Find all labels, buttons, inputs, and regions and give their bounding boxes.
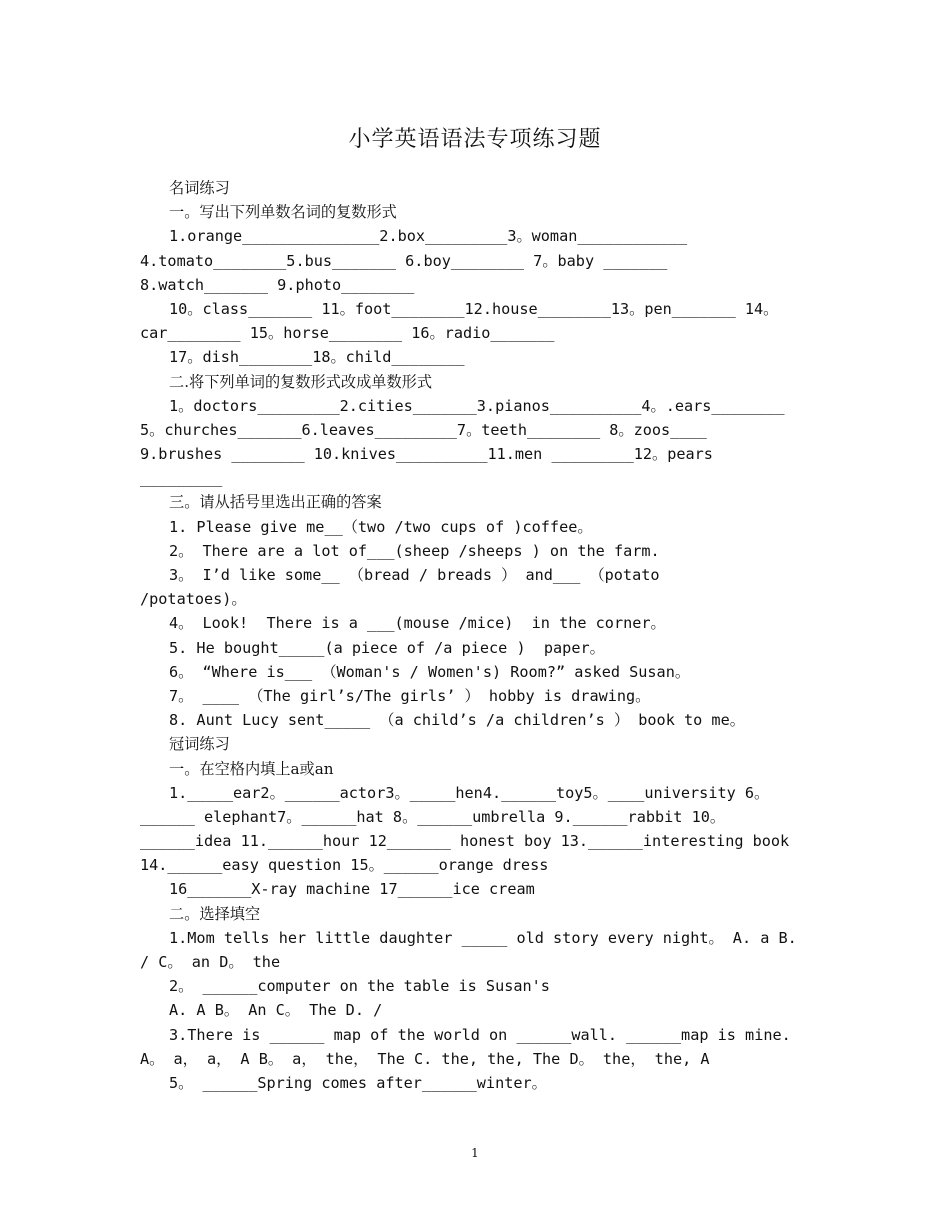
- section-heading: 名词练习: [169, 179, 230, 197]
- section-heading: 二。选择填空: [169, 904, 261, 923]
- exercise-line: _________: [140, 469, 223, 488]
- exercise-line: 9.brushes ________ 10.knives__________11.men _________12。pears: [140, 445, 713, 464]
- exercise-line: ______ elephant7。______hat 8。______umbrella 9.______rabbit 10。: [140, 807, 726, 826]
- exercise-line: 6。 “Where is___ （Woman's / Women's) Room?” asked Susan。: [169, 662, 691, 681]
- exercise-line: 8. Aunt Lucy sent_____ （a child’s /a children’s ） book to me。: [169, 711, 745, 730]
- page-number: 1: [471, 1146, 479, 1160]
- exercise-line: 7。 ____ （The girl’s/The girls’ ） hobby is drawing。: [169, 686, 651, 705]
- section-heading: 一。写出下列单数名词的复数形式: [169, 203, 397, 222]
- exercise-line: 4.tomato________5.bus_______ 6.boy________ 7。baby _______: [140, 251, 668, 270]
- page-title: 小学英语语法专项练习题: [348, 127, 602, 152]
- exercise-line: 1.Mom tells her little daughter _____ old story every night。 A. a B.: [169, 928, 797, 947]
- exercise-line: 3.There is ______ map of the world on ______wall. ______map is mine.: [169, 1025, 791, 1044]
- exercise-body: [140, 176, 820, 1095]
- exercise-line: 5. He bought_____(a piece of /a piece ) paper。: [169, 638, 605, 657]
- exercise-line: 10。class_______ 11。foot________12.house________13。pen_______ 14。: [169, 299, 779, 318]
- exercise-line: / C。 an D。 the: [140, 953, 281, 971]
- exercise-line: 1. Please give me__（two /two cups of )coffee。: [169, 517, 593, 536]
- exercise-line: 8.watch_______ 9.photo________: [140, 275, 415, 294]
- exercise-line: 1.orange_______________2.box_________3。woman____________: [169, 227, 688, 246]
- exercise-line: car________ 15。horse________ 16。radio_______: [140, 324, 555, 343]
- section-heading: 二.将下列单词的复数形式改成单数形式: [169, 372, 433, 391]
- exercise-line: 5。 ______Spring comes after______winter。: [169, 1073, 547, 1092]
- exercise-line: A. A B。 An C。 The D. /: [169, 1001, 383, 1020]
- exercise-line: 5。churches_______6.leaves_________7。teeth________ 8。zoos____: [140, 420, 707, 439]
- section-heading: 三。请从括号里选出正确的答案: [169, 493, 382, 512]
- exercise-line: 4。 Look! There is a ___(mouse /mice) in the corner。: [169, 614, 666, 633]
- section-heading: 一。在空格内填上a或an: [169, 759, 334, 778]
- exercise-line: ______idea 11.______hour 12_______ honest boy 13.______interesting book: [140, 832, 790, 851]
- exercise-line: 2。 There are a lot of___(sheep /sheeps ) on the farm.: [169, 541, 660, 560]
- exercise-line: 16_______X-ray machine 17______ice cream: [169, 880, 535, 899]
- exercise-line: /potatoes)。: [140, 590, 247, 609]
- exercise-line: 1。doctors_________2.cities_______3.pianos__________4。.ears________: [169, 396, 785, 415]
- section-heading: 冠词练习: [169, 735, 230, 754]
- exercise-line: 17。dish________18。child________: [169, 348, 465, 367]
- exercise-line: A。 a， a， A B。 a， the， The C. the, the, The D。 the， the, A: [140, 1049, 710, 1068]
- exercise-line: 14.______easy question 15。______orange dress: [140, 856, 549, 875]
- exercise-line: 1._____ear2。______actor3。_____hen4.______toy5。____university 6。: [169, 783, 770, 802]
- exercise-line: 2。 ______computer on the table is Susan's: [169, 977, 550, 996]
- exercise-line: 3。 I’d like some__ （bread / breads ） and___ （potato: [169, 566, 660, 584]
